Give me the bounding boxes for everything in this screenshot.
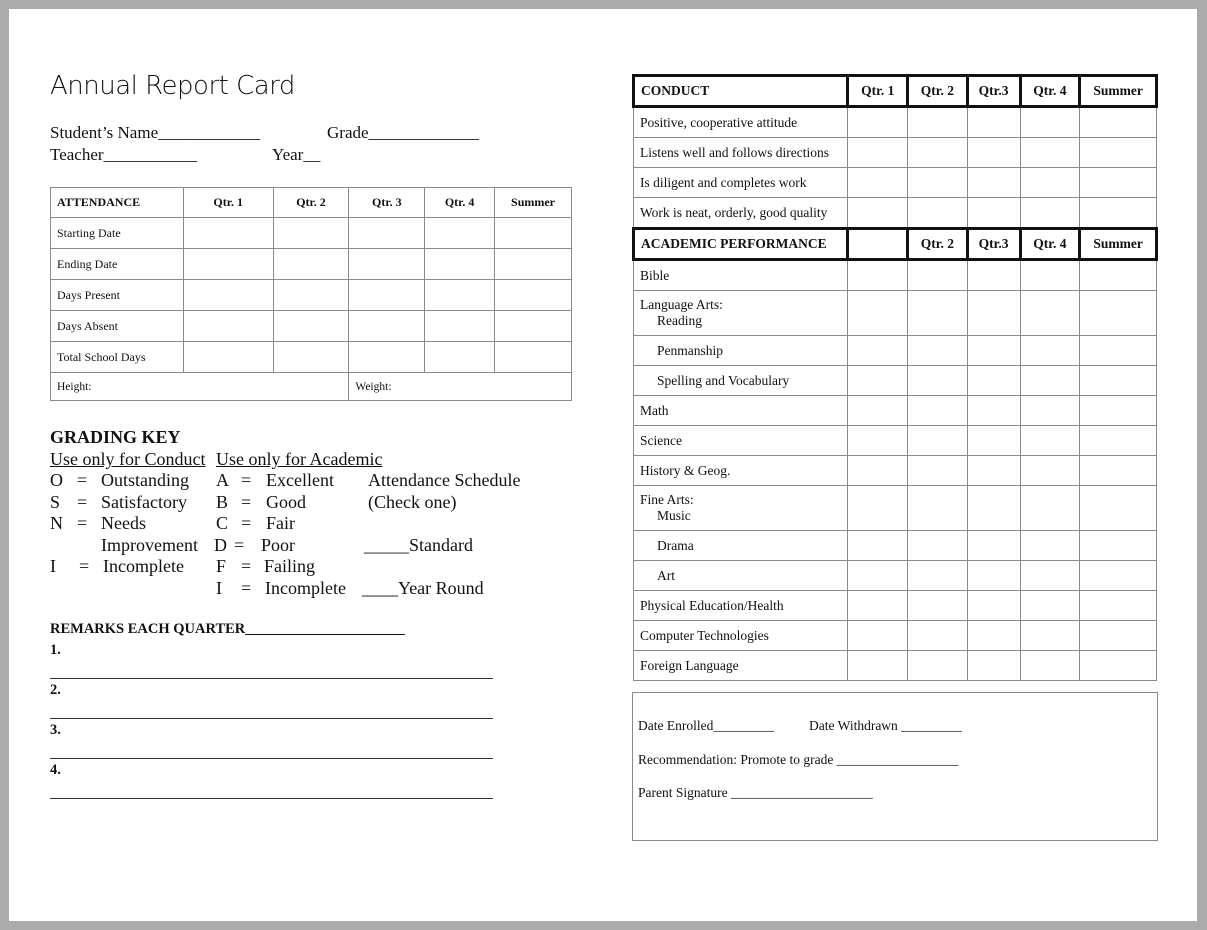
table-cell[interactable]: [1020, 198, 1080, 229]
key-code: D: [214, 535, 227, 555]
table-cell[interactable]: [967, 168, 1020, 198]
date-enrolled-field[interactable]: Date Enrolled_________: [638, 718, 775, 733]
table-row: [634, 561, 1157, 591]
recommendation-field[interactable]: Recommendation: Promote to grade __________________: [638, 752, 959, 767]
conduct-header-row: [634, 76, 1157, 107]
column-header: Qtr. 2: [908, 229, 968, 260]
key-label: Outstanding: [101, 470, 189, 490]
table-cell[interactable]: [908, 591, 968, 621]
table-cell[interactable]: [848, 260, 908, 291]
column-header: Qtr. 2: [273, 188, 349, 218]
table-cell[interactable]: [1080, 107, 1157, 138]
table-cell[interactable]: [425, 280, 495, 311]
table-cell[interactable]: [1080, 260, 1157, 291]
table-cell[interactable]: [908, 396, 968, 426]
table-cell[interactable]: [848, 561, 908, 591]
table-cell[interactable]: [1020, 260, 1080, 291]
remarks-title: REMARKS EACH QUARTER______________________: [50, 621, 405, 637]
table-cell[interactable]: [1020, 366, 1080, 396]
table-cell[interactable]: [425, 249, 495, 280]
column-header: Qtr. 2: [908, 76, 968, 107]
table-cell[interactable]: [908, 621, 968, 651]
table-cell[interactable]: [1020, 291, 1080, 336]
table-cell[interactable]: [495, 249, 572, 280]
key-label: Needs: [101, 513, 146, 533]
grade-field[interactable]: Grade_____________: [327, 123, 480, 142]
row-label: Days Absent: [51, 311, 184, 342]
key-label: Failing: [264, 556, 316, 576]
table-cell[interactable]: [967, 336, 1020, 366]
table-cell[interactable]: [183, 218, 273, 249]
table-cell[interactable]: [848, 531, 908, 561]
table-cell[interactable]: [1080, 168, 1157, 198]
table-cell[interactable]: [908, 366, 968, 396]
table-cell[interactable]: [848, 107, 908, 138]
table-cell[interactable]: [1080, 138, 1157, 168]
table-cell[interactable]: [1080, 198, 1157, 229]
attendance-header-row: [51, 188, 572, 218]
table-cell[interactable]: [183, 342, 273, 373]
table-cell[interactable]: [967, 561, 1020, 591]
table-cell[interactable]: [1080, 336, 1157, 366]
table-row: [51, 249, 572, 280]
column-header: Qtr.3: [967, 229, 1020, 260]
table-cell[interactable]: [1080, 651, 1157, 681]
table-cell[interactable]: [183, 311, 273, 342]
table-row: [634, 426, 1157, 456]
table-row: [634, 336, 1157, 366]
table-cell[interactable]: [1020, 651, 1080, 681]
key-code: B: [216, 492, 229, 512]
key-equals: =: [77, 513, 88, 533]
row-label: Ending Date: [51, 249, 184, 280]
table-cell[interactable]: [908, 426, 968, 456]
table-cell[interactable]: [908, 291, 968, 336]
table-cell[interactable]: [1080, 486, 1157, 531]
table-cell[interactable]: [908, 260, 968, 291]
grades-table: [632, 74, 1158, 681]
table-cell[interactable]: [273, 218, 349, 249]
table-row: [634, 168, 1157, 198]
table-cell[interactable]: [1020, 591, 1080, 621]
row-label: History & Geog.: [634, 456, 848, 486]
table-cell[interactable]: [1080, 291, 1157, 336]
table-cell[interactable]: [1020, 486, 1080, 531]
attendance-header: ATTENDANCE: [51, 188, 184, 218]
key-label: Incomplete: [103, 556, 184, 576]
report-card-page: [9, 9, 1197, 921]
table-row: [634, 366, 1157, 396]
table-cell[interactable]: [1080, 366, 1157, 396]
table-row: [634, 138, 1157, 168]
table-row: [634, 198, 1157, 229]
conduct-key-heading: Use only for Conduct: [50, 449, 206, 469]
table-cell[interactable]: [967, 260, 1020, 291]
academic-header: ACADEMIC PERFORMANCE: [634, 229, 848, 260]
table-row: [51, 311, 572, 342]
table-cell[interactable]: [495, 342, 572, 373]
table-cell[interactable]: [908, 168, 968, 198]
table-cell[interactable]: [848, 591, 908, 621]
column-header: Qtr.3: [967, 76, 1020, 107]
table-row: [51, 280, 572, 311]
row-label: Work is neat, orderly, good quality: [634, 198, 848, 229]
table-cell[interactable]: [848, 426, 908, 456]
table-cell[interactable]: [1020, 138, 1080, 168]
column-header: Qtr. 1: [183, 188, 273, 218]
row-label: [634, 486, 848, 531]
height-weight-row: [51, 373, 572, 401]
key-code: N: [50, 513, 63, 533]
table-cell[interactable]: [967, 426, 1020, 456]
row-label: Listens well and follows directions: [634, 138, 848, 168]
table-row: [634, 291, 1157, 336]
table-cell[interactable]: [967, 138, 1020, 168]
table-cell[interactable]: [349, 218, 425, 249]
table-cell[interactable]: [848, 366, 908, 396]
key-equals: =: [241, 578, 252, 598]
table-cell[interactable]: [1080, 561, 1157, 591]
table-row: [634, 260, 1157, 291]
academic-key-heading: Use only for Academic: [216, 449, 383, 469]
row-label: Spelling and Vocabulary: [634, 366, 848, 396]
remark-line[interactable]: [50, 718, 493, 719]
table-cell[interactable]: [1080, 621, 1157, 651]
table-row: [51, 218, 572, 249]
column-header: Summer: [495, 188, 572, 218]
key-equals: =: [234, 535, 245, 555]
table-row: [634, 531, 1157, 561]
table-row: [634, 456, 1157, 486]
key-equals: =: [241, 470, 252, 490]
row-label: Starting Date: [51, 218, 184, 249]
table-cell[interactable]: [273, 249, 349, 280]
key-equals: =: [79, 556, 90, 576]
table-cell[interactable]: [273, 342, 349, 373]
table-row: [634, 107, 1157, 138]
remark-line[interactable]: [50, 758, 493, 759]
table-cell[interactable]: [1080, 396, 1157, 426]
key-equals: =: [241, 492, 252, 512]
weight-field[interactable]: Weight:: [349, 373, 572, 401]
table-cell[interactable]: [1020, 336, 1080, 366]
table-cell[interactable]: [425, 342, 495, 373]
table-cell[interactable]: [908, 198, 968, 229]
height-field[interactable]: Height:: [51, 373, 349, 401]
table-cell[interactable]: [425, 218, 495, 249]
key-code: A: [216, 470, 229, 490]
row-label: Foreign Language: [634, 651, 848, 681]
standard-option[interactable]: _____Standard: [364, 535, 473, 555]
column-header: Qtr. 4: [425, 188, 495, 218]
table-cell[interactable]: [1020, 456, 1080, 486]
row-label: Computer Technologies: [634, 621, 848, 651]
row-label: [634, 291, 848, 336]
table-cell[interactable]: [967, 486, 1020, 531]
key-label: Excellent: [266, 470, 334, 490]
table-cell[interactable]: [967, 456, 1020, 486]
year-round-option[interactable]: ____Year Round: [362, 578, 484, 598]
table-cell[interactable]: [495, 280, 572, 311]
table-cell[interactable]: [848, 486, 908, 531]
key-equals: =: [77, 492, 88, 512]
table-cell[interactable]: [967, 621, 1020, 651]
key-label: Fair: [266, 513, 295, 533]
subject-group-label: Fine Arts:: [640, 492, 694, 507]
row-label: Physical Education/Health: [634, 591, 848, 621]
key-code: I: [50, 556, 56, 576]
table-cell[interactable]: [848, 396, 908, 426]
enrollment-box: [632, 692, 1158, 841]
column-header: [848, 229, 908, 260]
row-label: Art: [634, 561, 848, 591]
row-label: Math: [634, 396, 848, 426]
table-cell[interactable]: [967, 591, 1020, 621]
table-cell[interactable]: [425, 311, 495, 342]
academic-header-row: [634, 229, 1157, 260]
attendance-schedule-note: (Check one): [368, 492, 457, 512]
table-cell[interactable]: [908, 561, 968, 591]
table-row: [51, 342, 572, 373]
table-cell[interactable]: [908, 138, 968, 168]
table-cell[interactable]: [848, 621, 908, 651]
subject-group-label: Language Arts:: [640, 297, 723, 312]
column-header: Summer: [1080, 76, 1157, 107]
table-cell[interactable]: [848, 198, 908, 229]
table-cell[interactable]: [848, 456, 908, 486]
key-code: S: [50, 492, 61, 512]
table-cell[interactable]: [967, 198, 1020, 229]
key-label: Poor: [261, 535, 296, 555]
table-cell[interactable]: [908, 107, 968, 138]
table-cell[interactable]: [967, 651, 1020, 681]
attendance-schedule-title: Attendance Schedule: [368, 470, 521, 490]
table-row: [634, 621, 1157, 651]
table-row: [634, 591, 1157, 621]
page-title: Annual Report Card: [50, 71, 295, 101]
column-header: Summer: [1080, 229, 1157, 260]
table-cell[interactable]: [349, 280, 425, 311]
table-cell[interactable]: [273, 280, 349, 311]
column-header: Qtr. 4: [1020, 229, 1080, 260]
table-cell[interactable]: [908, 336, 968, 366]
table-cell[interactable]: [349, 249, 425, 280]
teacher-field[interactable]: Teacher___________: [50, 145, 198, 164]
table-cell[interactable]: [1020, 168, 1080, 198]
row-label: Drama: [634, 531, 848, 561]
row-label: Bible: [634, 260, 848, 291]
table-cell[interactable]: [967, 291, 1020, 336]
student-name-field[interactable]: Student’s Name____________: [50, 123, 261, 142]
remark-line[interactable]: [50, 798, 493, 799]
table-cell[interactable]: [1080, 426, 1157, 456]
key-label: Incomplete: [265, 578, 346, 598]
table-cell[interactable]: [273, 311, 349, 342]
table-cell[interactable]: [183, 249, 273, 280]
table-cell[interactable]: [967, 396, 1020, 426]
parent-signature-field[interactable]: Parent Signature _____________________: [638, 785, 873, 800]
table-cell[interactable]: [848, 336, 908, 366]
remark-number: 3.: [50, 722, 61, 738]
year-field[interactable]: Year__: [272, 145, 321, 164]
table-cell[interactable]: [967, 531, 1020, 561]
table-cell[interactable]: [967, 107, 1020, 138]
key-code: F: [216, 556, 227, 576]
table-cell[interactable]: [848, 651, 908, 681]
conduct-header: CONDUCT: [634, 76, 848, 107]
date-withdrawn-field[interactable]: Date Withdrawn _________: [809, 718, 962, 733]
key-code: O: [50, 470, 63, 490]
table-row: [634, 396, 1157, 426]
key-equals: =: [77, 470, 88, 490]
table-cell[interactable]: [1020, 107, 1080, 138]
attendance-table: [50, 187, 572, 401]
row-label: Days Present: [51, 280, 184, 311]
row-label: Is diligent and completes work: [634, 168, 848, 198]
row-label: Penmanship: [634, 336, 848, 366]
column-header: Qtr. 3: [349, 188, 425, 218]
table-cell[interactable]: [349, 342, 425, 373]
table-cell[interactable]: [1020, 396, 1080, 426]
table-cell[interactable]: [495, 218, 572, 249]
key-code: I: [216, 578, 222, 598]
table-cell[interactable]: [848, 291, 908, 336]
table-row: [634, 651, 1157, 681]
remark-number: 1.: [50, 642, 61, 658]
subject-sub-label: Music: [657, 508, 691, 523]
row-label: Positive, cooperative attitude: [634, 107, 848, 138]
table-cell[interactable]: [183, 280, 273, 311]
table-cell[interactable]: [1080, 591, 1157, 621]
table-cell[interactable]: [848, 168, 908, 198]
key-label: Satisfactory: [101, 492, 187, 512]
table-cell[interactable]: [1080, 456, 1157, 486]
subject-sub-label: Reading: [657, 313, 702, 328]
key-code: C: [216, 513, 229, 533]
table-cell[interactable]: [908, 531, 968, 561]
key-label: Good: [266, 492, 306, 512]
column-header: Qtr. 1: [848, 76, 908, 107]
table-cell[interactable]: [1020, 426, 1080, 456]
table-cell[interactable]: [1020, 531, 1080, 561]
key-equals: =: [241, 556, 252, 576]
table-row: [634, 486, 1157, 531]
key-label: Improvement: [101, 535, 198, 555]
row-label: Science: [634, 426, 848, 456]
table-cell[interactable]: [1080, 531, 1157, 561]
table-cell[interactable]: [848, 138, 908, 168]
key-equals: =: [241, 513, 252, 533]
row-label: Total School Days: [51, 342, 184, 373]
table-cell[interactable]: [1020, 621, 1080, 651]
grading-key-title: GRADING KEY: [50, 427, 181, 447]
table-cell[interactable]: [495, 311, 572, 342]
table-cell[interactable]: [349, 311, 425, 342]
remark-number: 4.: [50, 762, 61, 778]
table-cell[interactable]: [1020, 561, 1080, 591]
table-cell[interactable]: [908, 486, 968, 531]
column-header: Qtr. 4: [1020, 76, 1080, 107]
table-cell[interactable]: [908, 456, 968, 486]
table-cell[interactable]: [908, 651, 968, 681]
table-cell[interactable]: [967, 366, 1020, 396]
remark-line[interactable]: [50, 678, 493, 679]
remark-number: 2.: [50, 682, 61, 698]
